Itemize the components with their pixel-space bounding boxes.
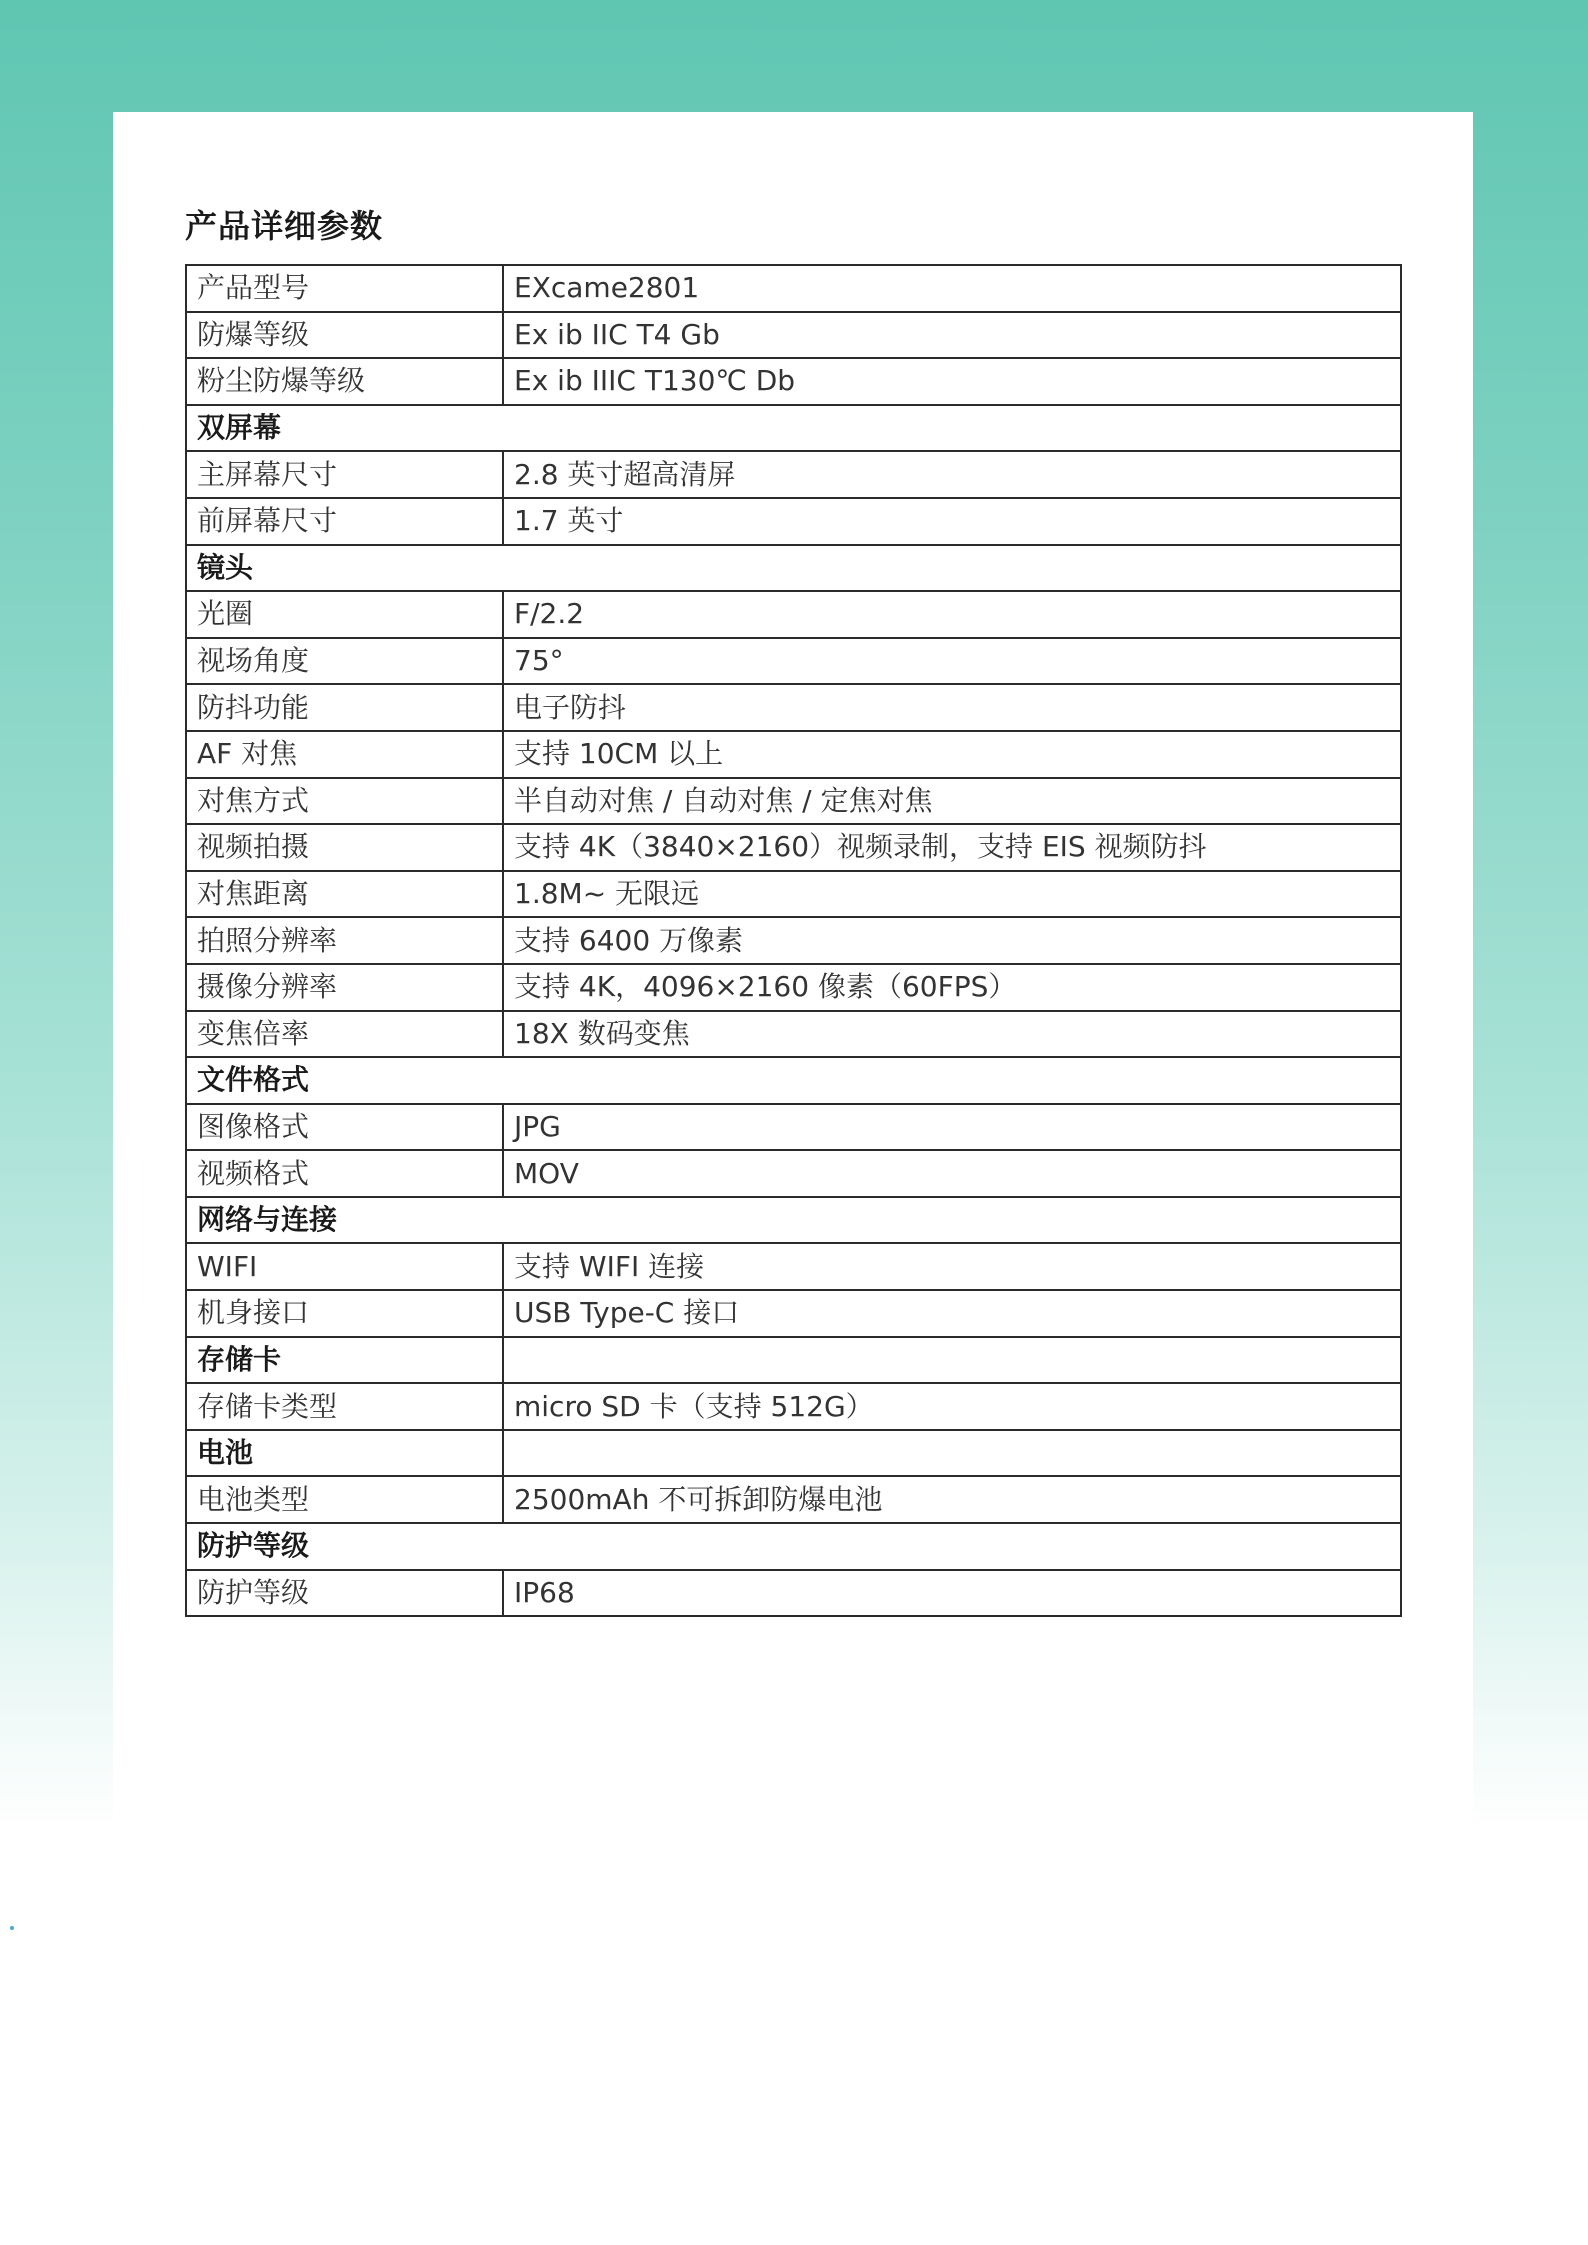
section-header-row <box>186 405 1401 452</box>
table-row <box>186 1570 1401 1617</box>
section-header: 存储卡 <box>186 1337 503 1384</box>
table-row <box>186 731 1401 778</box>
table-row <box>186 312 1401 359</box>
spec-value: 75° <box>503 638 1401 685</box>
spec-label: 防爆等级 <box>186 312 503 359</box>
spec-label: WIFI <box>186 1243 503 1290</box>
spec-value: JPG <box>503 1104 1401 1151</box>
table-row <box>186 871 1401 918</box>
spec-value: 支持 WIFI 连接 <box>503 1243 1401 1290</box>
spec-value: MOV <box>503 1150 1401 1197</box>
spec-label: 电池类型 <box>186 1476 503 1523</box>
table-row <box>186 498 1401 545</box>
spec-label: 视场角度 <box>186 638 503 685</box>
spec-label: 摄像分辨率 <box>186 964 503 1011</box>
spec-label: 存储卡类型 <box>186 1383 503 1430</box>
spec-label: 视频拍摄 <box>186 824 503 871</box>
section-header-row <box>186 1057 1401 1104</box>
spec-label: 拍照分辨率 <box>186 917 503 964</box>
table-row <box>186 778 1401 825</box>
section-header-row <box>186 1523 1401 1570</box>
table-row <box>186 265 1401 312</box>
spec-label: 机身接口 <box>186 1290 503 1337</box>
section-header-row <box>186 1430 1401 1477</box>
spec-value: 支持 10CM 以上 <box>503 731 1401 778</box>
spec-label: 视频格式 <box>186 1150 503 1197</box>
spec-value: 2.8 英寸超高清屏 <box>503 451 1401 498</box>
table-row <box>186 638 1401 685</box>
table-row <box>186 1150 1401 1197</box>
spec-value: Ex ib IIC T4 Gb <box>503 312 1401 359</box>
section-header: 镜头 <box>186 545 1401 592</box>
table-row <box>186 684 1401 731</box>
table-row <box>186 1011 1401 1058</box>
section-header: 双屏幕 <box>186 405 1401 452</box>
spec-value: 18X 数码变焦 <box>503 1011 1401 1058</box>
spec-label: 主屏幕尺寸 <box>186 451 503 498</box>
table-row <box>186 1104 1401 1151</box>
section-header-row <box>186 1337 1401 1384</box>
spec-label: AF 对焦 <box>186 731 503 778</box>
spec-value: micro SD 卡（支持 512G） <box>503 1383 1401 1430</box>
spec-table-body <box>186 265 1401 1616</box>
spec-label: 粉尘防爆等级 <box>186 358 503 405</box>
table-row <box>186 591 1401 638</box>
section-header-row <box>186 545 1401 592</box>
section-header: 防护等级 <box>186 1523 1401 1570</box>
section-header-row <box>186 1197 1401 1244</box>
spec-table <box>185 264 1402 1617</box>
spec-value: USB Type-C 接口 <box>503 1290 1401 1337</box>
table-row <box>186 1290 1401 1337</box>
spec-value: 1.8M~ 无限远 <box>503 871 1401 918</box>
spec-value: IP68 <box>503 1570 1401 1617</box>
spec-value: Ex ib IIIC T130℃ Db <box>503 358 1401 405</box>
section-empty-cell <box>503 1337 1401 1384</box>
spec-label: 产品型号 <box>186 265 503 312</box>
spec-value: 1.7 英寸 <box>503 498 1401 545</box>
table-row <box>186 917 1401 964</box>
spec-label: 对焦距离 <box>186 871 503 918</box>
spec-label: 防护等级 <box>186 1570 503 1617</box>
page-title: 产品详细参数 <box>185 207 384 245</box>
table-row <box>186 1243 1401 1290</box>
section-header: 文件格式 <box>186 1057 1401 1104</box>
spec-value: 支持 4K，4096×2160 像素（60FPS） <box>503 964 1401 1011</box>
table-row <box>186 824 1401 871</box>
table-row <box>186 964 1401 1011</box>
section-header: 电池 <box>186 1430 503 1477</box>
table-row <box>186 451 1401 498</box>
table-row <box>186 1476 1401 1523</box>
section-header: 网络与连接 <box>186 1197 1401 1244</box>
spec-label: 图像格式 <box>186 1104 503 1151</box>
decorative-dot <box>10 1926 14 1930</box>
spec-value: 支持 4K（3840×2160）视频录制，支持 EIS 视频防抖 <box>503 824 1401 871</box>
spec-sheet <box>113 112 1473 1832</box>
spec-label: 对焦方式 <box>186 778 503 825</box>
spec-value: 电子防抖 <box>503 684 1401 731</box>
spec-label: 防抖功能 <box>186 684 503 731</box>
spec-label: 光圈 <box>186 591 503 638</box>
section-empty-cell <box>503 1430 1401 1477</box>
spec-value: EXcame2801 <box>503 265 1401 312</box>
table-row <box>186 1383 1401 1430</box>
spec-label: 前屏幕尺寸 <box>186 498 503 545</box>
spec-value: 支持 6400 万像素 <box>503 917 1401 964</box>
spec-label: 变焦倍率 <box>186 1011 503 1058</box>
spec-value: 2500mAh 不可拆卸防爆电池 <box>503 1476 1401 1523</box>
table-row <box>186 358 1401 405</box>
spec-value: 半自动对焦 / 自动对焦 / 定焦对焦 <box>503 778 1401 825</box>
spec-value: F/2.2 <box>503 591 1401 638</box>
